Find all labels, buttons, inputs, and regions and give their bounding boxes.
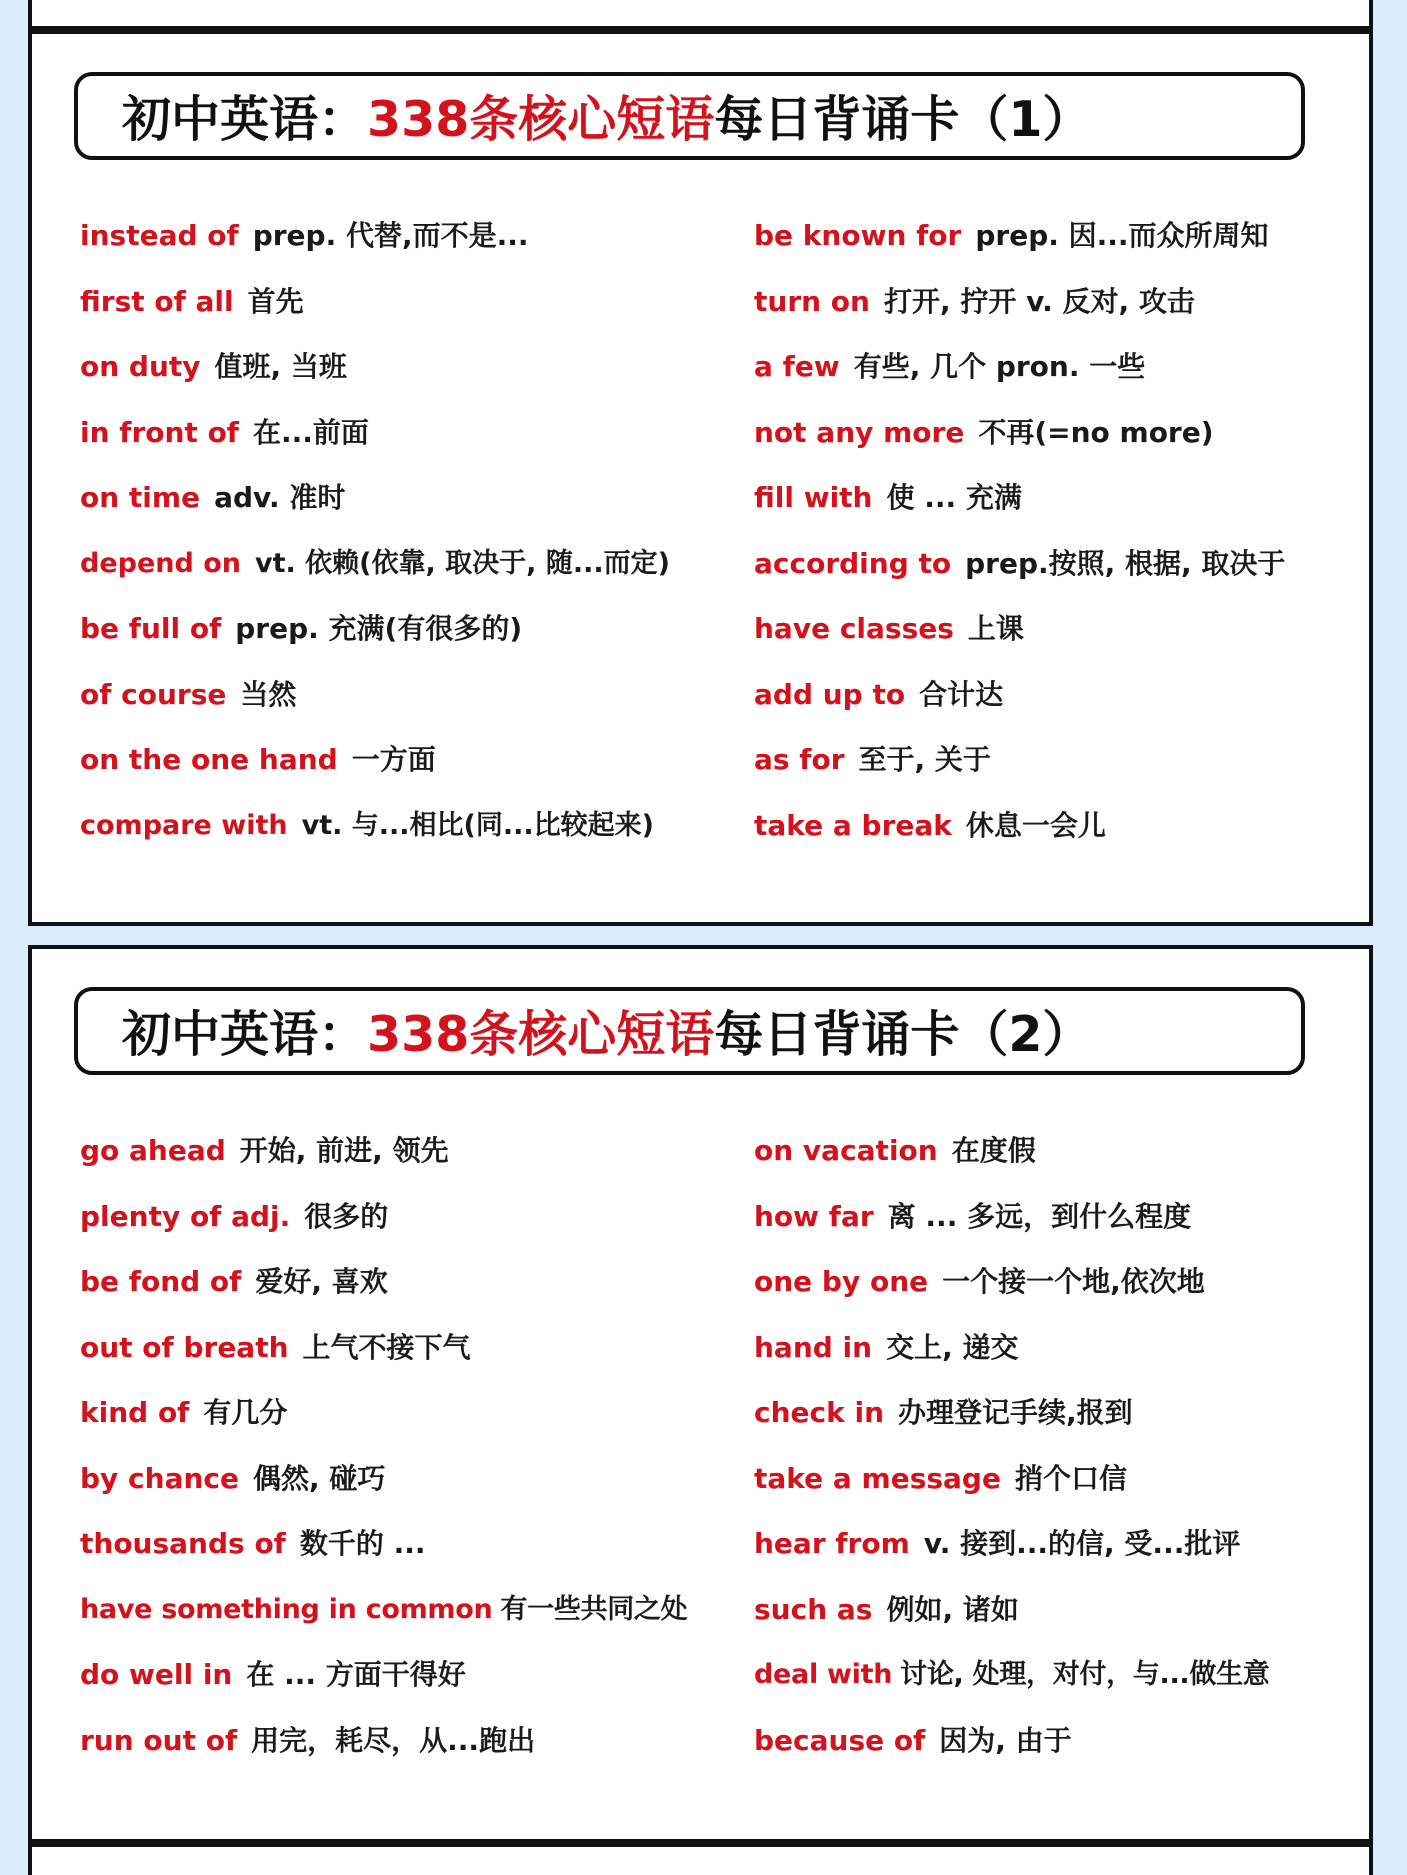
phrase-text: be fond of [80,1265,242,1298]
phrase-entry [80,544,720,610]
phrase-meaning: 用完，耗尽，从...跑出 [251,1723,536,1757]
phrase-text: fill with [754,481,873,514]
card-frame-top-edge [28,0,1373,30]
card-title [74,987,1305,1075]
card-frame-bottom-edge [28,1843,1373,1875]
phrase-entry [754,216,1354,282]
phrase-column-left [80,216,720,871]
phrase-entry [754,347,1354,413]
phrase-meaning: 一方面 [351,743,436,776]
phrase-entry [80,1524,720,1590]
phrase-text: not any more [754,415,965,449]
phrase-text: deal with [754,1659,893,1690]
phrase-meaning: 值班, 当班 [214,350,347,383]
phrase-entry [80,478,720,544]
phrase-meaning: 休息一会儿 [965,808,1106,842]
phrase-meaning: 在...前面 [253,415,369,449]
phrase-entry [754,1655,1354,1721]
phrase-entry [754,609,1354,675]
phrase-text: kind of [80,1396,190,1429]
phrase-text: because of [754,1723,926,1757]
phrase-meaning: 上课 [967,612,1024,645]
phrase-meaning: 打开, 拧开 v. 反对, 攻击 [883,284,1195,318]
phrase-meaning: v. 接到...的信, 受...批评 [923,1527,1241,1560]
phrase-meaning: 上气不接下气 [302,1330,471,1364]
phrase-entry [754,1459,1354,1525]
phrase-entry [80,1328,720,1394]
phrase-text: one by one [754,1265,929,1298]
phrase-text: have something in common [80,1593,493,1625]
phrase-entry [754,1197,1354,1263]
phrase-text: such as [754,1592,873,1626]
phrase-entry [754,1590,1354,1656]
phrase-text: take a break [754,808,952,842]
phrase-text: on duty [80,350,201,383]
phrase-entry [754,1328,1354,1394]
phrase-meaning: prep.按照, 根据, 取决于 [965,546,1286,580]
phrase-entry [80,1655,720,1721]
phrase-text: a few [754,350,840,383]
phrase-entry [80,1459,720,1525]
card-title-highlight: 338条核心短语 [367,1006,715,1063]
phrase-meaning: 交上, 递交 [886,1330,1019,1364]
phrase-entry [80,282,720,348]
phrase-column-right [754,1131,1354,1786]
phrase-entry [80,1721,720,1787]
study-card-1 [28,30,1373,926]
card-title-prefix: 初中英语： [122,1006,368,1063]
phrase-meaning: prep. 因...而众所周知 [975,219,1269,252]
phrase-meaning: 不再(=no more) [978,415,1214,449]
phrase-text: be known for [754,219,962,252]
phrase-entry [80,740,720,806]
phrase-meaning: 有些, 几个 pron. 一些 [853,350,1146,383]
phrase-meaning: vt. 与...相比(同...比较起来) [301,809,654,841]
phrase-entry [754,1131,1354,1197]
phrase-text: thousands of [80,1527,286,1560]
phrase-entry [754,1524,1354,1590]
phrase-text: plenty of adj. [80,1199,291,1233]
phrase-meaning: 在 ... 方面干得好 [246,1658,466,1691]
phrase-entry [80,1262,720,1328]
phrase-entry [754,413,1354,479]
phrase-meaning: 数千的 ... [299,1527,426,1560]
phrase-text: run out of [80,1723,238,1757]
card-title-suffix: 每日背诵卡（1） [714,91,1092,148]
phrase-entry [754,282,1354,348]
phrase-entry [80,1590,720,1656]
phrase-meaning: 偶然, 碰巧 [253,1461,386,1495]
phrase-text: take a message [754,1461,1001,1495]
phrase-text: go ahead [80,1134,226,1167]
phrase-text: depend on [80,547,241,579]
phrase-meaning: 至于, 关于 [858,743,991,776]
phrase-meaning: 很多的 [304,1199,389,1233]
phrase-meaning: 有几分 [203,1396,288,1429]
phrase-text: on time [80,481,201,514]
phrase-text: how far [754,1199,874,1233]
phrase-meaning: 爱好, 喜欢 [255,1265,388,1298]
phrase-text: out of breath [80,1330,289,1364]
phrase-meaning: vt. 依赖(依靠, 取决于, 随...而定) [255,547,670,579]
phrase-entry [754,1721,1354,1787]
card-title [74,72,1305,160]
phrase-text: have classes [754,612,954,645]
phrase-column-right [754,216,1354,871]
phrase-column-left [80,1131,720,1786]
phrase-entry [754,740,1354,806]
phrase-text: be full of [80,612,222,645]
phrase-entry [754,1393,1354,1459]
card-title-highlight: 338条核心短语 [367,91,715,148]
phrase-entry [754,806,1354,872]
phrase-entry [754,478,1354,544]
phrase-entry [80,413,720,479]
phrase-text: turn on [754,284,870,318]
phrase-text: in front of [80,415,239,449]
phrase-meaning: 讨论, 处理，对付，与...做生意 [900,1659,1270,1690]
phrase-meaning: 当然 [240,677,297,711]
phrase-entry [754,675,1354,741]
phrase-meaning: 例如, 诸如 [886,1592,1019,1626]
phrase-text: check in [754,1396,885,1429]
phrase-meaning: 在度假 [951,1134,1036,1167]
phrase-text: according to [754,546,952,580]
phrase-text: hand in [754,1330,873,1364]
phrase-text: on the one hand [80,743,338,776]
study-card-2 [28,945,1373,1843]
phrase-text: hear from [754,1527,910,1560]
card-title-suffix: 每日背诵卡（2） [714,1006,1092,1063]
phrase-entry [80,216,720,282]
phrase-entry [754,544,1354,610]
phrase-entry [80,675,720,741]
phrase-text: first of all [80,284,234,318]
phrase-meaning: 捎个口信 [1014,1461,1127,1495]
card-title-prefix: 初中英语： [122,91,368,148]
phrase-meaning: adv. 准时 [214,481,346,514]
phrase-entry [80,806,720,872]
phrase-meaning: 合计达 [919,677,1004,711]
phrase-text: of course [80,677,227,711]
phrase-entry [754,1262,1354,1328]
phrase-meaning: prep. 代替,而不是... [252,219,529,252]
phrase-text: instead of [80,219,239,252]
phrase-meaning: 办理登记手续,报到 [898,1396,1133,1429]
phrase-meaning: 开始, 前进, 领先 [239,1134,449,1167]
phrase-text: compare with [80,809,288,841]
phrase-meaning: 有一些共同之处 [500,1593,688,1625]
phrase-entry [80,1393,720,1459]
phrase-meaning: 一个接一个地,依次地 [942,1265,1205,1298]
phrase-meaning: prep. 充满(有很多的) [235,612,523,645]
phrase-entry [80,1131,720,1197]
phrase-text: as for [754,743,845,776]
phrase-meaning: 因为, 由于 [939,1723,1072,1757]
phrase-entry [80,347,720,413]
phrase-text: on vacation [754,1134,938,1167]
phrase-meaning: 使 ... 充满 [886,481,1022,514]
phrase-entry [80,609,720,675]
phrase-meaning: 首先 [247,284,304,318]
phrase-text: add up to [754,677,906,711]
phrase-entry [80,1197,720,1263]
phrase-text: do well in [80,1658,233,1691]
phrase-meaning: 离 ... 多远，到什么程度 [887,1199,1192,1233]
phrase-text: by chance [80,1461,239,1495]
